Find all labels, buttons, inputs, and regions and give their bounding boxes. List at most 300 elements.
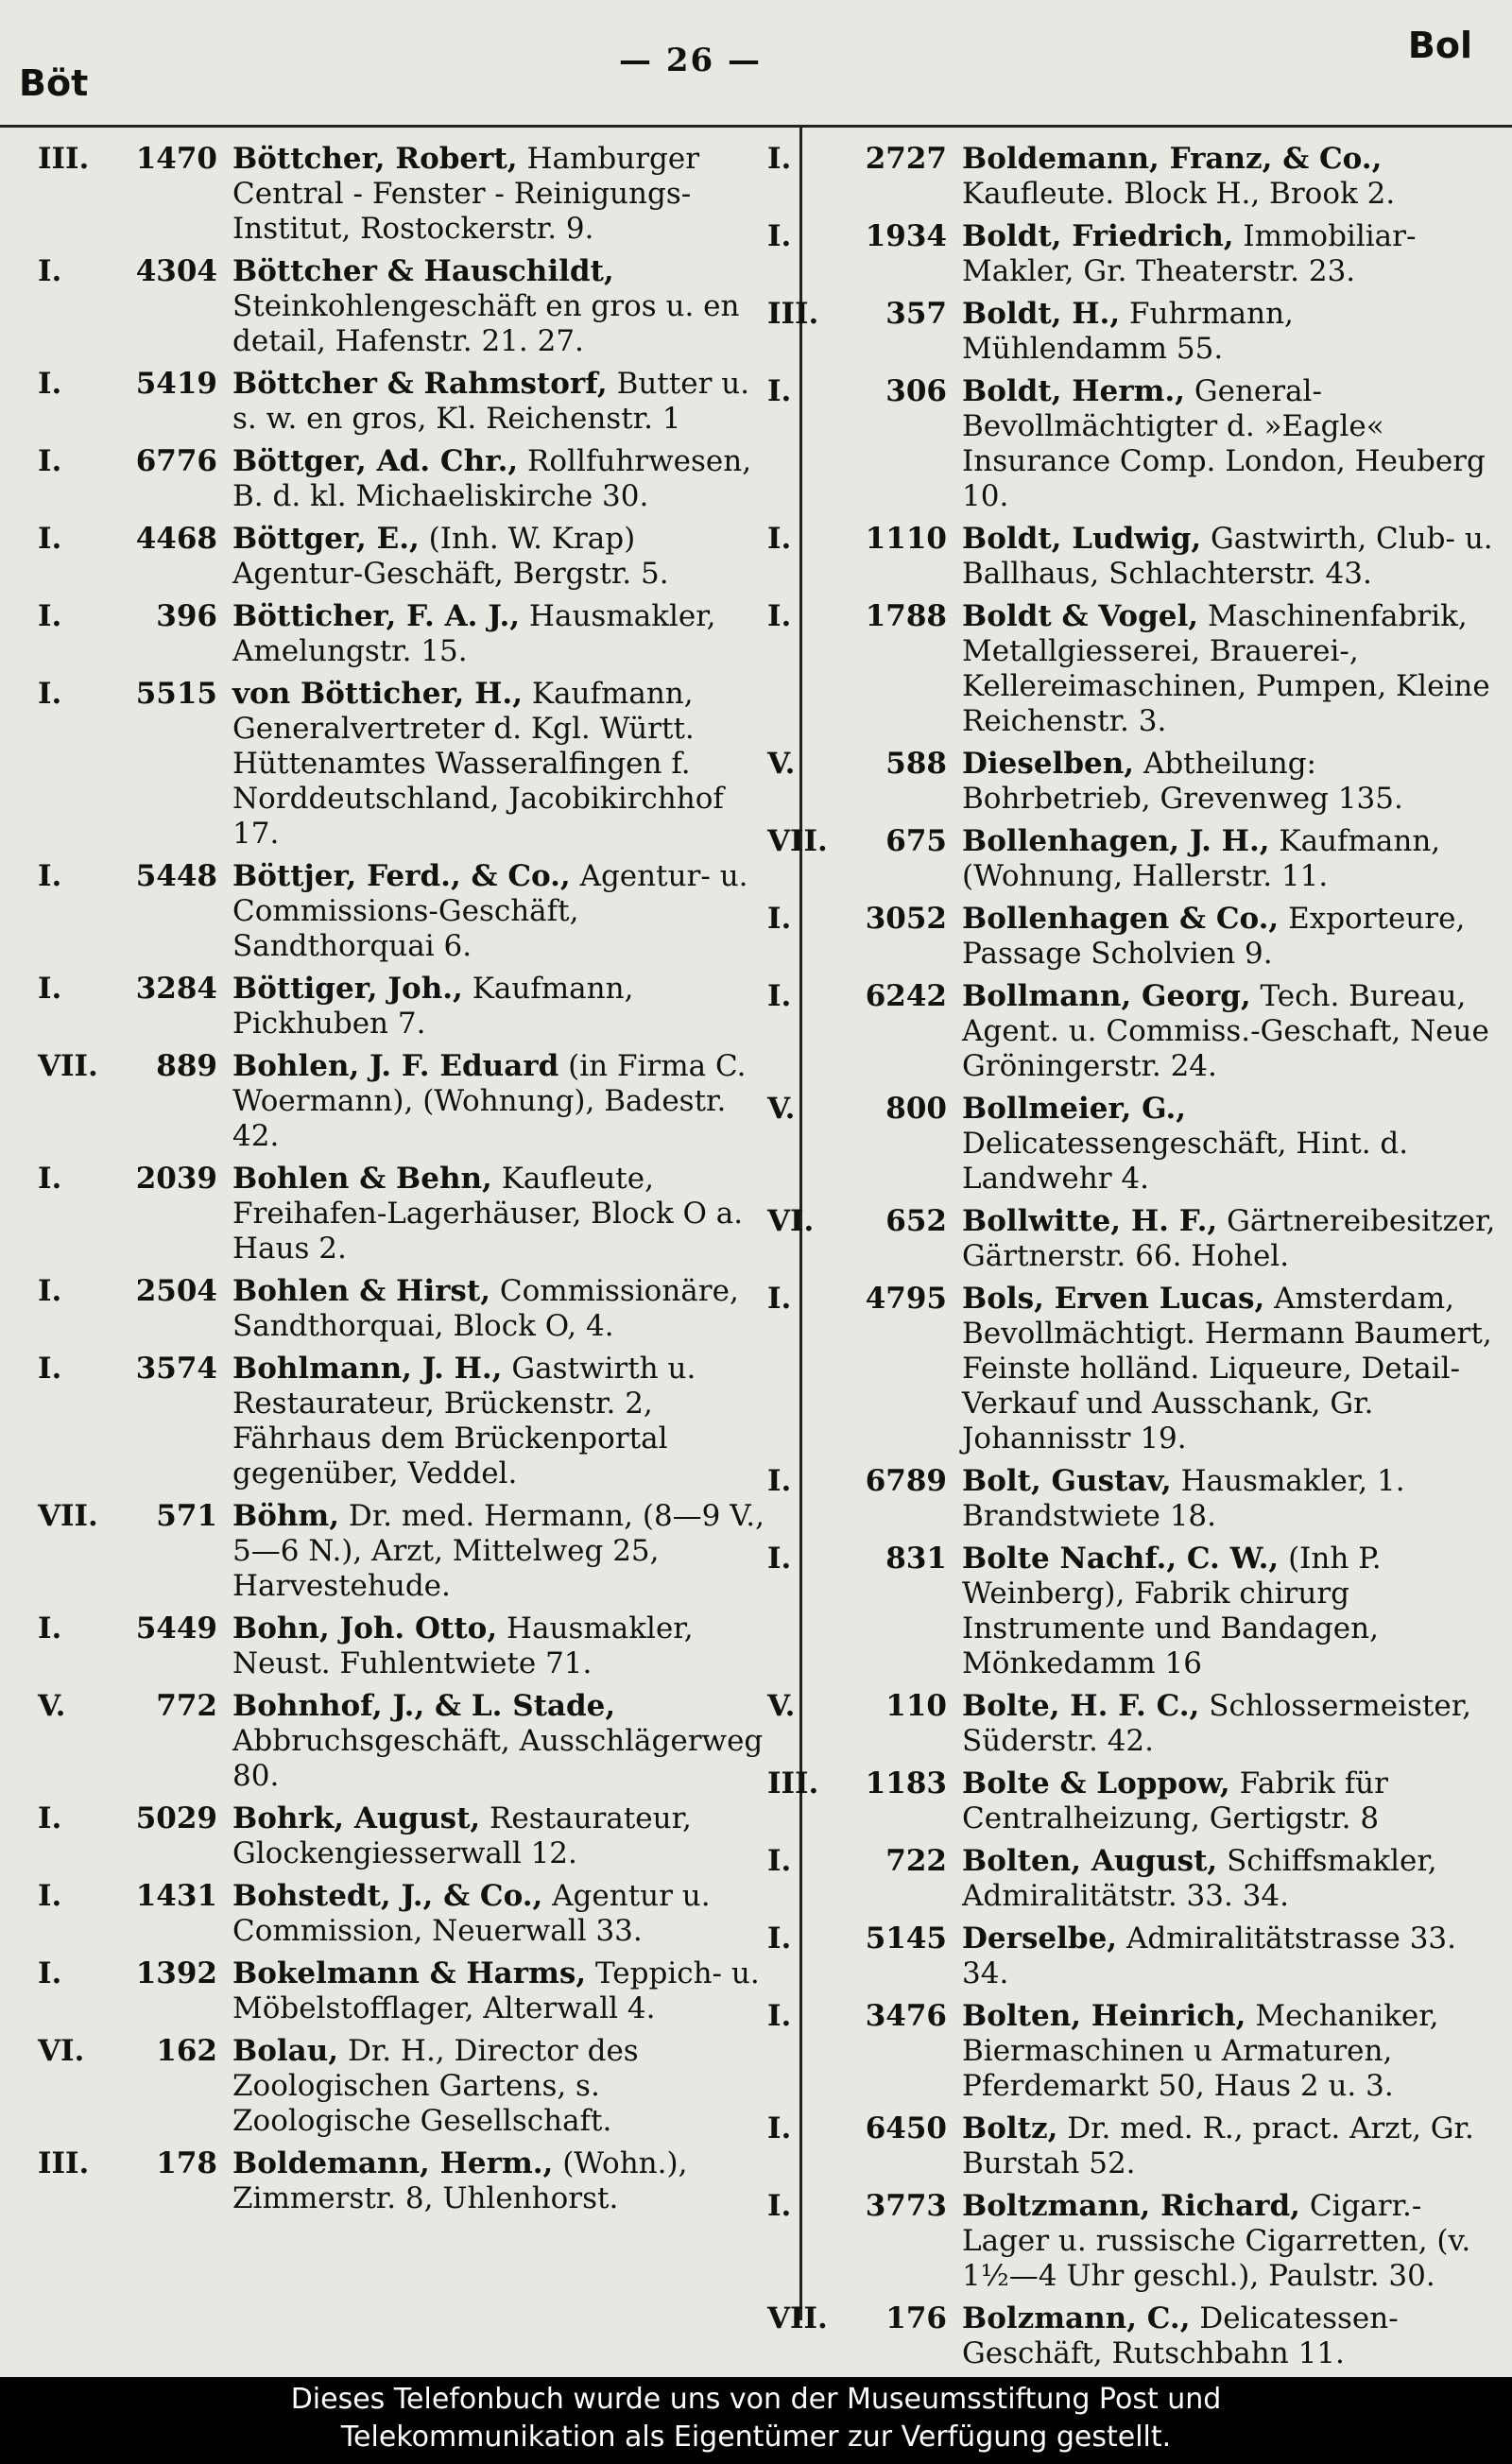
subscriber-details: Kaufleute, Freihafen-Lagerhäuser, Block O a. Haus 2. bbox=[232, 1162, 744, 1266]
phone-number bbox=[767, 902, 947, 937]
entry-text bbox=[962, 747, 1504, 817]
phone-number bbox=[767, 2111, 947, 2146]
subscriber-name: Böttcher & Rahmstorf, bbox=[232, 367, 608, 401]
entry-text bbox=[962, 2189, 1504, 2294]
subscriber-name: Bolau, bbox=[232, 2034, 339, 2068]
entry-text bbox=[232, 1162, 775, 1266]
subscriber-details: Hausmakler, 1. Brandstwiete 18. bbox=[962, 1464, 1405, 1533]
entry-text bbox=[962, 1204, 1504, 1274]
entry-text bbox=[232, 444, 775, 514]
directory-entry bbox=[38, 254, 775, 359]
subscriber-details: Delicatessengeschäft, Hint. d. Landwehr 4. bbox=[962, 1127, 1409, 1196]
entry-text bbox=[962, 1092, 1504, 1197]
line-number: 2727 bbox=[865, 142, 947, 176]
subscriber-name: Bohnhof, J., & L. Stade, bbox=[232, 1689, 616, 1723]
subscriber-name: Bohlen & Behn, bbox=[232, 1162, 492, 1196]
phone-number bbox=[38, 972, 217, 1007]
subscriber-name: Bohlmann, J. H., bbox=[232, 1352, 503, 1386]
entry-text bbox=[232, 859, 775, 964]
subscriber-details: Hausmakler, Amelungstr. 15. bbox=[232, 599, 716, 668]
exchange-code: I. bbox=[38, 677, 62, 711]
phone-number bbox=[767, 1921, 947, 1956]
exchange-code: III. bbox=[38, 2146, 90, 2180]
exchange-code: V. bbox=[767, 747, 796, 781]
exchange-code: I. bbox=[767, 522, 792, 556]
directory-entry bbox=[767, 374, 1504, 514]
exchange-code: I. bbox=[38, 1801, 62, 1835]
exchange-code: I. bbox=[38, 254, 62, 288]
subscriber-details: Kaufmann, Generalvertreter d. Kgl. Württ. Hüttenamtes Wasseralfingen f. Norddeutschland, Jacobikirchhof 17. bbox=[232, 677, 724, 851]
directory-entry bbox=[767, 522, 1504, 592]
footer-line-2: Telekommunikation als Eigentümer zur Verfügung gestellt. bbox=[340, 2421, 1172, 2454]
exchange-code: VII. bbox=[38, 1499, 98, 1533]
line-number: 675 bbox=[885, 824, 947, 858]
entry-text bbox=[962, 219, 1504, 289]
phone-number bbox=[38, 444, 217, 479]
directory-entry bbox=[38, 1801, 775, 1871]
subscriber-details: Hamburger Central - Fenster - Reinigungs-Institut, Rostockerstr. 9. bbox=[232, 142, 700, 246]
subscriber-name: Bohn, Joh. Otto, bbox=[232, 1611, 498, 1646]
line-number: 1110 bbox=[865, 522, 947, 556]
exchange-code: I. bbox=[767, 599, 792, 633]
directory-entry bbox=[767, 1689, 1504, 1759]
entry-text bbox=[962, 2111, 1504, 2181]
directory-entry bbox=[38, 2034, 775, 2139]
directory-entry bbox=[38, 599, 775, 669]
line-number: 4795 bbox=[865, 1282, 947, 1316]
phone-number bbox=[38, 1499, 217, 1534]
exchange-code: I. bbox=[767, 1464, 792, 1498]
exchange-code: I. bbox=[38, 1956, 62, 1990]
line-number: 1788 bbox=[865, 599, 947, 633]
exchange-code: I. bbox=[767, 374, 792, 408]
subscriber-name: Boldt & Vogel, bbox=[962, 599, 1199, 633]
line-number: 396 bbox=[156, 599, 217, 633]
phone-number bbox=[38, 677, 217, 712]
exchange-code: I. bbox=[767, 1999, 792, 2033]
entry-text bbox=[232, 367, 775, 437]
phone-number bbox=[38, 599, 217, 634]
subscriber-name: Bolten, August, bbox=[962, 1844, 1218, 1878]
subscriber-details: Admiralitätstrasse 33. 34. bbox=[962, 1921, 1457, 1990]
entry-text bbox=[232, 1956, 775, 2026]
phone-number bbox=[767, 2189, 947, 2224]
phone-number bbox=[767, 1689, 947, 1724]
directory-entry bbox=[38, 972, 775, 1042]
line-number: 831 bbox=[885, 1542, 947, 1576]
directory-entry bbox=[767, 2301, 1504, 2371]
subscriber-details: Rollfuhrwesen, B. d. kl. Michaeliskirche 30. bbox=[232, 444, 752, 513]
subscriber-name: Bolte, H. F. C., bbox=[962, 1689, 1200, 1723]
exchange-code: III. bbox=[767, 297, 819, 331]
entry-text bbox=[962, 522, 1504, 592]
subscriber-name: Bokelmann & Harms, bbox=[232, 1956, 587, 1990]
exchange-code: I. bbox=[38, 1611, 62, 1646]
phone-number bbox=[38, 1049, 217, 1084]
entry-text bbox=[232, 1499, 775, 1604]
exchange-code: VII. bbox=[767, 824, 828, 858]
phone-number bbox=[38, 1611, 217, 1646]
line-number: 306 bbox=[885, 374, 947, 408]
exchange-code: I. bbox=[767, 142, 792, 176]
phone-number bbox=[767, 1542, 947, 1577]
exchange-code: I. bbox=[38, 859, 62, 893]
subscriber-name: Boldt, Herm., bbox=[962, 374, 1185, 408]
directory-entry bbox=[767, 1464, 1504, 1534]
left-column bbox=[38, 142, 775, 2224]
phone-number bbox=[767, 824, 947, 859]
exchange-code: III. bbox=[767, 1766, 819, 1801]
subscriber-details: Teppich- u. Möbelstofflager, Alterwall 4. bbox=[232, 1956, 760, 2025]
line-number: 2039 bbox=[135, 1162, 217, 1196]
entry-text bbox=[962, 1999, 1504, 2104]
subscriber-name: Dieselben, bbox=[962, 747, 1135, 781]
subscriber-details: Gastwirth, Club- u. Ballhaus, Schlachterstr. 43. bbox=[962, 522, 1493, 591]
exchange-code: I. bbox=[767, 2189, 792, 2223]
phone-number bbox=[767, 1282, 947, 1317]
line-number: 5449 bbox=[135, 1611, 217, 1646]
phone-number bbox=[38, 1879, 217, 1914]
subscriber-details: Agentur u. Commission, Neuerwall 33. bbox=[232, 1879, 711, 1948]
exchange-code: III. bbox=[38, 142, 90, 176]
entry-text bbox=[962, 979, 1504, 1084]
directory-entry bbox=[767, 1999, 1504, 2104]
line-number: 176 bbox=[885, 2301, 947, 2335]
phone-number bbox=[38, 367, 217, 402]
subscriber-name: Böttger, Ad. Chr., bbox=[232, 444, 519, 478]
exchange-code: I. bbox=[38, 972, 62, 1006]
phone-number bbox=[38, 254, 217, 289]
exchange-code: I. bbox=[38, 1879, 62, 1913]
exchange-code: V. bbox=[767, 1689, 796, 1723]
directory-entry bbox=[767, 1542, 1504, 1681]
line-number: 588 bbox=[885, 747, 947, 781]
exchange-code: VI. bbox=[38, 2034, 85, 2068]
footer-notice bbox=[0, 2377, 1512, 2464]
subscriber-details: Hausmakler, Neust. Fuhlentwiete 71. bbox=[232, 1611, 694, 1680]
line-number: 1392 bbox=[135, 1956, 217, 1990]
subscriber-name: Boldemann, Herm., bbox=[232, 2146, 554, 2180]
subscriber-details: Fabrik für Centralheizung, Gertigstr. 8 bbox=[962, 1766, 1388, 1835]
exchange-code: I. bbox=[767, 1921, 792, 1956]
phone-number bbox=[767, 1844, 947, 1879]
entry-text bbox=[232, 1879, 775, 1949]
entry-text bbox=[232, 2034, 775, 2139]
exchange-code: I. bbox=[38, 367, 62, 401]
directory-entry bbox=[767, 2189, 1504, 2294]
entry-text bbox=[962, 1689, 1504, 1759]
subscriber-name: Bohstedt, J., & Co., bbox=[232, 1879, 543, 1913]
line-number: 5029 bbox=[135, 1801, 217, 1835]
line-number: 800 bbox=[885, 1092, 947, 1126]
line-number: 571 bbox=[156, 1499, 217, 1533]
directory-entry bbox=[767, 979, 1504, 1084]
line-number: 162 bbox=[156, 2034, 217, 2068]
line-number: 3052 bbox=[865, 902, 947, 936]
phone-number bbox=[38, 142, 217, 177]
phone-number bbox=[38, 1352, 217, 1387]
entry-text bbox=[962, 1844, 1504, 1914]
directory-entry bbox=[38, 1611, 775, 1681]
directory-entry bbox=[38, 1049, 775, 1154]
entry-text bbox=[962, 1542, 1504, 1681]
line-number: 889 bbox=[156, 1049, 217, 1083]
directory-entry bbox=[767, 824, 1504, 894]
line-number: 6450 bbox=[865, 2111, 947, 2145]
subscriber-details: Exporteure, Passage Scholvien 9. bbox=[962, 902, 1466, 971]
subscriber-name: Böttcher, Robert, bbox=[232, 142, 518, 176]
exchange-code: I. bbox=[767, 979, 792, 1013]
entry-text bbox=[962, 1464, 1504, 1534]
directory-entry bbox=[38, 142, 775, 247]
subscriber-details: Delicatessen-Geschäft, Rutschbahn 11. bbox=[962, 2301, 1399, 2370]
directory-entry bbox=[767, 1766, 1504, 1836]
footer-line-1: Dieses Telefonbuch wurde uns von der Museumsstiftung Post und bbox=[290, 2383, 1222, 2416]
subscriber-details: Dr. med. Hermann, (8—9 V., 5—6 N.), Arzt, Mittelweg 25, Harvestehude. bbox=[232, 1499, 765, 1603]
subscriber-details: Tech. Bureau, Agent. u. Commiss.-Geschaft, Neue Gröningerstr. 24. bbox=[962, 979, 1489, 1083]
line-number: 6242 bbox=[865, 979, 947, 1013]
subscriber-details: Abbruchsgeschäft, Ausschlägerweg 80. bbox=[232, 1724, 764, 1793]
entry-text bbox=[232, 142, 775, 247]
page-header bbox=[0, 0, 1512, 123]
line-number: 6776 bbox=[135, 444, 217, 478]
right-column bbox=[767, 142, 1504, 2377]
directory-entry bbox=[767, 1844, 1504, 1914]
phone-number bbox=[767, 1204, 947, 1239]
line-number: 772 bbox=[156, 1689, 217, 1723]
phone-number bbox=[38, 2146, 217, 2181]
exchange-code: I. bbox=[767, 219, 792, 253]
subscriber-details: Fuhrmann, Mühlendamm 55. bbox=[962, 297, 1294, 366]
phone-number bbox=[767, 1092, 947, 1127]
entry-text bbox=[962, 2301, 1504, 2371]
page-number: — 26 — bbox=[619, 42, 762, 79]
subscriber-details: Gärtnereibesitzer, Gärtnerstr. 66. Hohel. bbox=[962, 1204, 1496, 1273]
subscriber-name: Bollenhagen, J. H., bbox=[962, 824, 1270, 858]
subscriber-details: Gastwirth u. Restaurateur, Brückenstr. 2, Fährhaus dem Brückenportal gegenüber, Veddel. bbox=[232, 1352, 696, 1490]
subscriber-name: Bohlen, J. F. Eduard bbox=[232, 1049, 559, 1083]
entry-text bbox=[962, 902, 1504, 972]
directory-entry bbox=[767, 142, 1504, 212]
directory-entry bbox=[38, 444, 775, 514]
exchange-code: VI. bbox=[767, 1204, 815, 1238]
subscriber-name: Bohlen & Hirst, bbox=[232, 1274, 490, 1308]
subscriber-details: Schiffsmakler, Admiralitätstr. 33. 34. bbox=[962, 1844, 1437, 1913]
directory-entry bbox=[38, 1274, 775, 1344]
subscriber-details: (Inh P. Weinberg), Fabrik chirurg Instrumente und Bandagen, Mönkedamm 16 bbox=[962, 1542, 1382, 1680]
line-number: 1470 bbox=[135, 142, 217, 176]
subscriber-name: Böttjer, Ferd., & Co., bbox=[232, 859, 571, 893]
directory-entry bbox=[767, 2111, 1504, 2181]
phone-number bbox=[767, 979, 947, 1014]
line-number: 3574 bbox=[135, 1352, 217, 1386]
subscriber-name: Böttiger, Joh., bbox=[232, 972, 463, 1006]
directory-entry bbox=[767, 599, 1504, 739]
phone-number bbox=[767, 1464, 947, 1499]
directory-entry bbox=[38, 1352, 775, 1491]
subscriber-details: Kaufmann, (Wohnung, Hallerstr. 11. bbox=[962, 824, 1441, 893]
exchange-code: VII. bbox=[38, 1049, 98, 1083]
subscriber-name: Boltz, bbox=[962, 2111, 1058, 2145]
exchange-code: I. bbox=[767, 902, 792, 936]
phone-number bbox=[38, 2034, 217, 2069]
exchange-code: I. bbox=[38, 1274, 62, 1308]
subscriber-name: Bols, Erven Lucas, bbox=[962, 1282, 1265, 1316]
line-number: 722 bbox=[885, 1844, 947, 1878]
line-number: 2504 bbox=[135, 1274, 217, 1308]
phone-number bbox=[767, 522, 947, 557]
directory-entry bbox=[38, 1879, 775, 1949]
subscriber-details: Restaurateur, Glockengiesserwall 12. bbox=[232, 1801, 692, 1870]
subscriber-name: Böttcher & Hauschildt, bbox=[232, 254, 614, 288]
line-number: 3284 bbox=[135, 972, 217, 1006]
subscriber-name: Bolzmann, C., bbox=[962, 2301, 1191, 2335]
exchange-code: I. bbox=[767, 1844, 792, 1878]
line-number: 357 bbox=[885, 297, 947, 331]
line-number: 5145 bbox=[865, 1921, 947, 1956]
entry-text bbox=[232, 1274, 775, 1344]
entry-text bbox=[232, 1049, 775, 1154]
line-number: 178 bbox=[156, 2146, 217, 2180]
line-number: 4468 bbox=[135, 522, 217, 556]
directory-entry bbox=[38, 522, 775, 592]
subscriber-details: Maschinenfabrik, Metallgiesserei, Brauerei-, Kellereimaschinen, Pumpen, Kleine Reichenstr. 3. bbox=[962, 599, 1490, 738]
directory-entry bbox=[767, 1092, 1504, 1197]
subscriber-details: Immobiliar-Makler, Gr. Theaterstr. 23. bbox=[962, 219, 1417, 288]
subscriber-details: Schlossermeister, Süderstr. 42. bbox=[962, 1689, 1471, 1758]
phone-number bbox=[38, 522, 217, 557]
subscriber-details: Kaufmann, Pickhuben 7. bbox=[232, 972, 634, 1041]
header-right-keyword: Bol bbox=[1407, 25, 1472, 66]
directory-entry bbox=[38, 1689, 775, 1794]
subscriber-name: Bollmeier, G., bbox=[962, 1092, 1187, 1126]
directory-entry bbox=[767, 1204, 1504, 1274]
subscriber-name: Bohrk, August, bbox=[232, 1801, 481, 1835]
subscriber-name: Boldt, Friedrich, bbox=[962, 219, 1234, 253]
entry-text bbox=[962, 142, 1504, 212]
exchange-code: I. bbox=[38, 1162, 62, 1196]
entry-text bbox=[232, 1352, 775, 1491]
header-rule bbox=[0, 125, 1512, 128]
subscriber-details: Steinkohlengeschäft en gros u. en detail, Hafenstr. 21. 27. bbox=[232, 289, 740, 358]
entry-text bbox=[962, 1766, 1504, 1836]
phone-number bbox=[38, 1956, 217, 1991]
phone-number bbox=[767, 1766, 947, 1801]
subscriber-name: Bolten, Heinrich, bbox=[962, 1999, 1246, 2033]
phone-number bbox=[767, 2301, 947, 2336]
exchange-code: I. bbox=[38, 1352, 62, 1386]
subscriber-name: Boltzmann, Richard, bbox=[962, 2189, 1300, 2223]
phone-number bbox=[38, 1689, 217, 1724]
line-number: 4304 bbox=[135, 254, 217, 288]
directory-entry bbox=[767, 1282, 1504, 1456]
header-left-keyword: Böt bbox=[19, 62, 89, 104]
entry-text bbox=[232, 522, 775, 592]
line-number: 3773 bbox=[865, 2189, 947, 2223]
subscriber-details: Commissionäre, Sandthorquai, Block O, 4. bbox=[232, 1274, 739, 1343]
subscriber-name: Boldt, H., bbox=[962, 297, 1121, 331]
subscriber-name: Bollenhagen & Co., bbox=[962, 902, 1280, 936]
exchange-code: I. bbox=[38, 522, 62, 556]
entry-text bbox=[232, 1689, 775, 1794]
entry-text bbox=[962, 297, 1504, 367]
entry-text bbox=[232, 254, 775, 359]
directory-entry bbox=[767, 219, 1504, 289]
line-number: 652 bbox=[885, 1204, 947, 1238]
entry-text bbox=[962, 1921, 1504, 1991]
exchange-code: I. bbox=[38, 599, 62, 633]
line-number: 110 bbox=[885, 1689, 947, 1723]
phone-number bbox=[767, 1999, 947, 2034]
subscriber-name: Bolt, Gustav, bbox=[962, 1464, 1172, 1498]
entry-text bbox=[232, 1611, 775, 1681]
phone-number bbox=[38, 1801, 217, 1836]
subscriber-details: Butter u. s. w. en gros, Kl. Reichenstr. 1 bbox=[232, 367, 750, 436]
line-number: 5448 bbox=[135, 859, 217, 893]
line-number: 5515 bbox=[135, 677, 217, 711]
phone-number bbox=[767, 297, 947, 332]
phone-number bbox=[38, 1274, 217, 1309]
directory-entry bbox=[38, 1162, 775, 1266]
directory-entry bbox=[767, 1921, 1504, 1991]
exchange-code: I. bbox=[38, 444, 62, 478]
entry-text bbox=[962, 374, 1504, 514]
entry-text bbox=[232, 1801, 775, 1871]
directory-entry bbox=[38, 1499, 775, 1604]
subscriber-details: (Wohn.), Zimmerstr. 8, Uhlenhorst. bbox=[232, 2146, 688, 2215]
directory-entry bbox=[767, 747, 1504, 817]
phone-number bbox=[767, 599, 947, 634]
directory-entry bbox=[767, 297, 1504, 367]
directory-entry bbox=[767, 902, 1504, 972]
exchange-code: I. bbox=[767, 1282, 792, 1316]
subscriber-details: (Inh. W. Krap) Agentur-Geschäft, Bergstr. 5. bbox=[232, 522, 669, 591]
phone-number bbox=[767, 142, 947, 177]
subscriber-details: Dr. H., Director des Zoologischen Gartens, s. Zoologische Gesellschaft. bbox=[232, 2034, 639, 2138]
subscriber-name: Bolte & Loppow, bbox=[962, 1766, 1230, 1801]
subscriber-details: General-Bevollmächtigter d. »Eagle« Insurance Comp. London, Heuberg 10. bbox=[962, 374, 1486, 513]
phone-number bbox=[38, 1162, 217, 1197]
subscriber-details: Amsterdam, Bevollmächtigt. Hermann Baumert, Feinste holländ. Liqueure, Detail-Verkauf und Ausschank, Gr. Johannisstr 19. bbox=[962, 1282, 1492, 1456]
phone-number bbox=[767, 219, 947, 254]
directory-entry bbox=[38, 2146, 775, 2216]
line-number: 1934 bbox=[865, 219, 947, 253]
entry-text bbox=[962, 824, 1504, 894]
entry-text bbox=[232, 599, 775, 669]
subscriber-name: Bötticher, F. A. J., bbox=[232, 599, 521, 633]
subscriber-details: Agentur- u. Commissions-Geschäft, Sandthorquai 6. bbox=[232, 859, 748, 963]
subscriber-name: Böhm, bbox=[232, 1499, 340, 1533]
subscriber-name: Bollwitte, H. F., bbox=[962, 1204, 1218, 1238]
subscriber-details: Mechaniker, Biermaschinen u Armaturen, Pferdemarkt 50, Haus 2 u. 3. bbox=[962, 1999, 1439, 2103]
subscriber-details: Kaufleute. Block H., Brook 2. bbox=[962, 177, 1396, 211]
directory-entry bbox=[38, 367, 775, 437]
line-number: 3476 bbox=[865, 1999, 947, 2033]
line-number: 6789 bbox=[865, 1464, 947, 1498]
entry-text bbox=[962, 1282, 1504, 1456]
subscriber-name: von Bötticher, H., bbox=[232, 677, 523, 711]
subscriber-name: Derselbe, bbox=[962, 1921, 1118, 1956]
entry-text bbox=[232, 677, 775, 852]
directory-entry bbox=[38, 677, 775, 852]
phone-number bbox=[767, 374, 947, 409]
exchange-code: VII. bbox=[767, 2301, 828, 2335]
exchange-code: V. bbox=[38, 1689, 66, 1723]
subscriber-name: Bolte Nachf., C. W., bbox=[962, 1542, 1280, 1576]
entry-text bbox=[232, 972, 775, 1042]
exchange-code: V. bbox=[767, 1092, 796, 1126]
subscriber-details: Abtheilung: Bohrbetrieb, Grevenweg 135. bbox=[962, 747, 1403, 816]
